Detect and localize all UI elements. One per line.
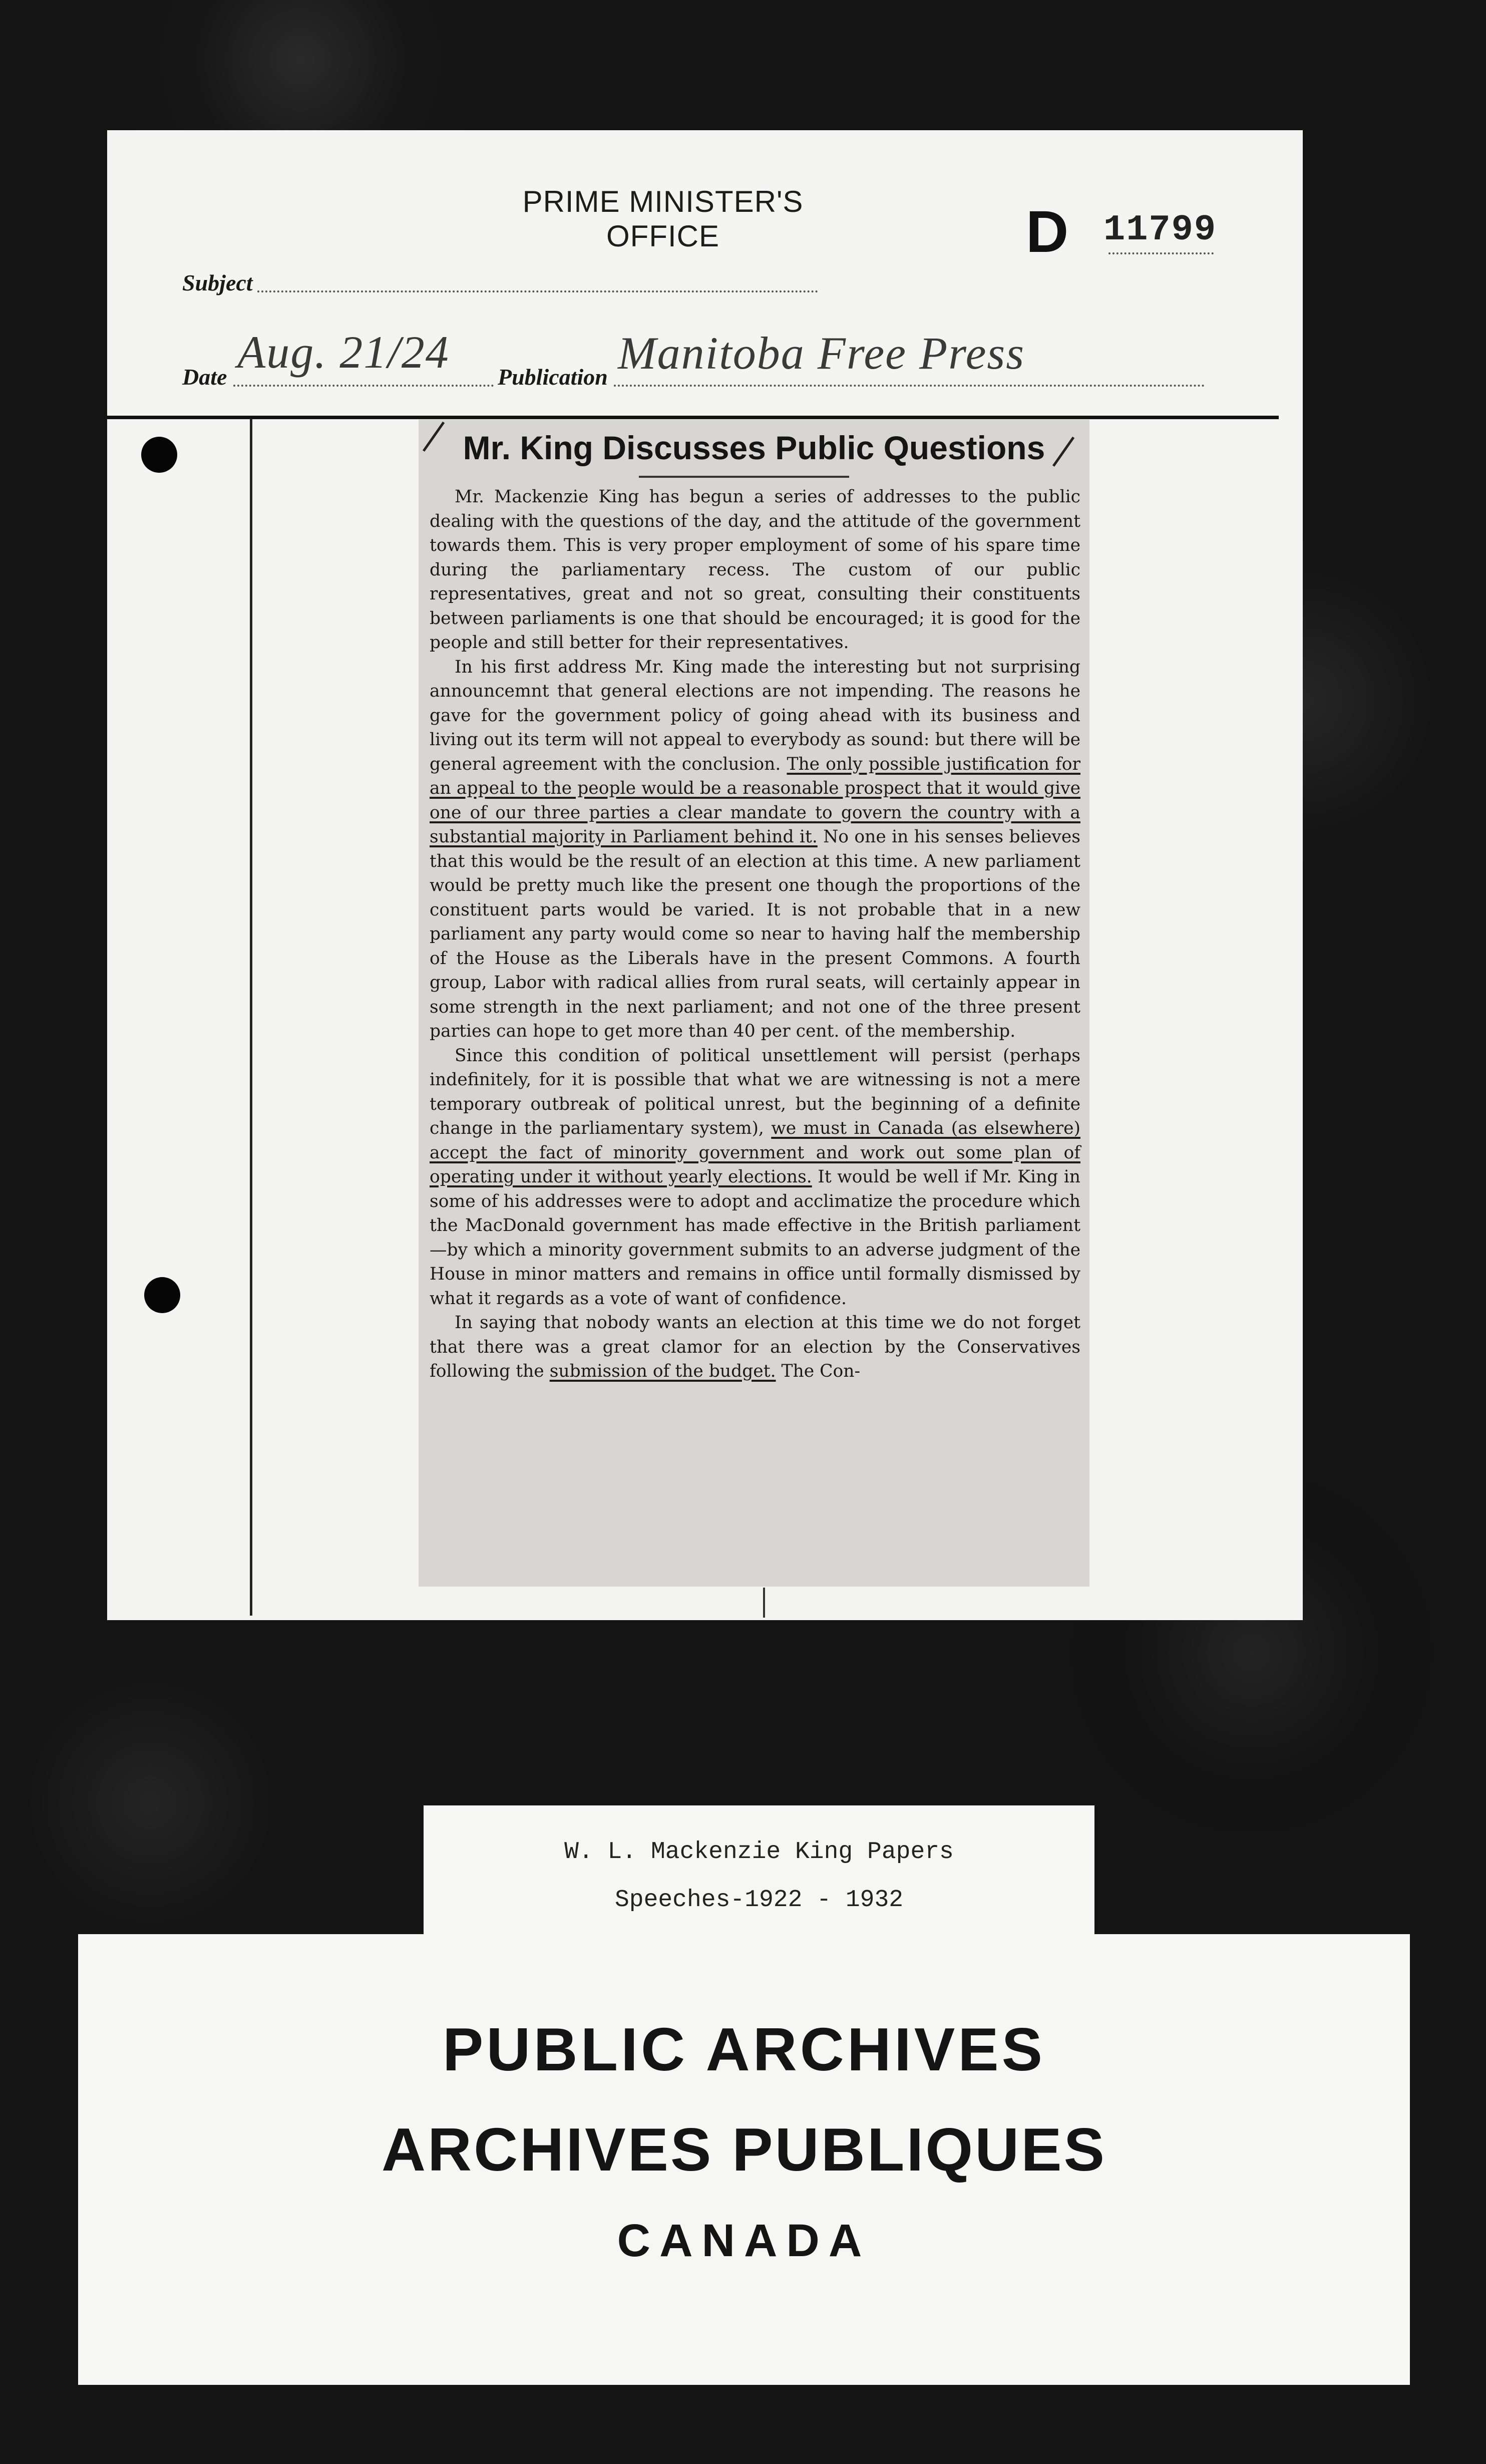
underlined-passage: we must in Canada (as elsewhere) accept the fact of minority government and work out some plan of operating under it without yearly elections. <box>430 1118 1080 1187</box>
underlined-passage: submission of the budget. <box>549 1361 776 1381</box>
paragraph-text: No one in his senses believes that this would be the result of an election at this time. A new parliament would be pretty much like the present one though the proportions of the constituent parts would be varied. It is not probable that in a new parliament any party would come so near to having half the membership of the House as the Liberals have in the present Commons. A fourth group, Labor with radical allies from rural seats, will certainly appear in some strength in the next parliament; and not one of the three present parties can hope to get more than 40 per cent. of the membership. <box>430 827 1080 1041</box>
document-number-underline <box>1108 252 1214 254</box>
collection-series: Speeches-1922 - 1932 <box>614 1887 904 1914</box>
subject-field <box>257 290 818 292</box>
office-title: PRIME MINISTER'S OFFICE <box>522 185 804 253</box>
paragraph-text: In his first address Mr. King made the interesting but not surprising announcemnt that general elections are not impending. The reasons he gave for the government policy of going ahead with its business and living out its term will not appeal to everybody as sound: but there will be general agreement with the conclusion. <box>430 657 1080 774</box>
form-top-rule <box>107 416 1279 419</box>
paragraph-text: Since this condition of political unsettlement will persist (perhaps indefinitely, for it is possible that what we are witnessing is not a mere temporary outbreak of political unrest, but the beginning of a definite change in the parliamentary system), <box>430 1045 1080 1138</box>
archives-line-english: PUBLIC ARCHIVES <box>443 2015 1045 2083</box>
clipping-paragraph <box>430 485 1080 655</box>
collection-name: W. L. Mackenzie King Papers <box>564 1838 954 1866</box>
document-number: 11799 <box>1103 209 1217 250</box>
paragraph-text: In saying that nobody wants an election at this time we do not forget that there was a great clamor for an election by the Conservatives following the <box>430 1313 1080 1381</box>
collection-label <box>424 1805 1094 1941</box>
subject-label: Subject <box>182 270 253 295</box>
clipping-body <box>430 485 1080 1384</box>
archives-line-french: ARCHIVES PUBLIQUES <box>381 2115 1107 2184</box>
publication-label: Publication <box>498 364 608 390</box>
clipping-form-sheet <box>107 130 1303 1620</box>
clipping-paragraph <box>430 1044 1080 1311</box>
punch-hole-bottom <box>144 1277 180 1313</box>
clipping-headline: Mr. King Discusses Public Questions <box>463 429 1045 466</box>
newspaper-clipping <box>419 420 1089 1587</box>
punch-hole-top <box>141 437 177 473</box>
form-margin-rule <box>250 419 252 1616</box>
margin-tick <box>763 1588 765 1618</box>
paragraph-text: Mr. Mackenzie King has begun a series of addresses to the public dealing with the questions of the day, and the attitude of the government towards them. This is very proper employment of some of his spare time during the parliamentary recess. The custom of our public representatives, great and not so great, consulting their constituents between parliaments is one that should be encouraged; it is good for the people and still better for their representatives. <box>430 487 1080 653</box>
paragraph-text: It would be well if Mr. King in some of his addresses were to adopt and acclimatize the procedure which the MacDonald government has made effective in the British parliament—by which a minority government submits to an adverse judgment of the House in minor matters and remains in office until formally dismissed by what it regards as a vote of want of confidence. <box>430 1167 1081 1309</box>
publication-field <box>614 385 1205 387</box>
clipping-paragraph <box>430 655 1080 1044</box>
date-field <box>233 385 494 387</box>
archives-stamp <box>78 1934 1410 2385</box>
date-handwritten: Aug. 21/24 <box>237 327 450 378</box>
paragraph-text: The Con- <box>776 1361 861 1381</box>
document-letter: D <box>1026 199 1069 265</box>
clipping-paragraph <box>430 1311 1080 1384</box>
underlined-passage: The only possible justification for an appeal to the people would be a reasonable prospect that it would give one of our three parties a clear mandate to govern the country with a substantial majority in Parliament behind it. <box>430 754 1080 847</box>
date-label: Date <box>182 364 227 390</box>
archives-line-country: CANADA <box>617 2215 871 2266</box>
publication-handwritten: Manitoba Free Press <box>618 328 1025 379</box>
headline-rule <box>639 476 849 478</box>
